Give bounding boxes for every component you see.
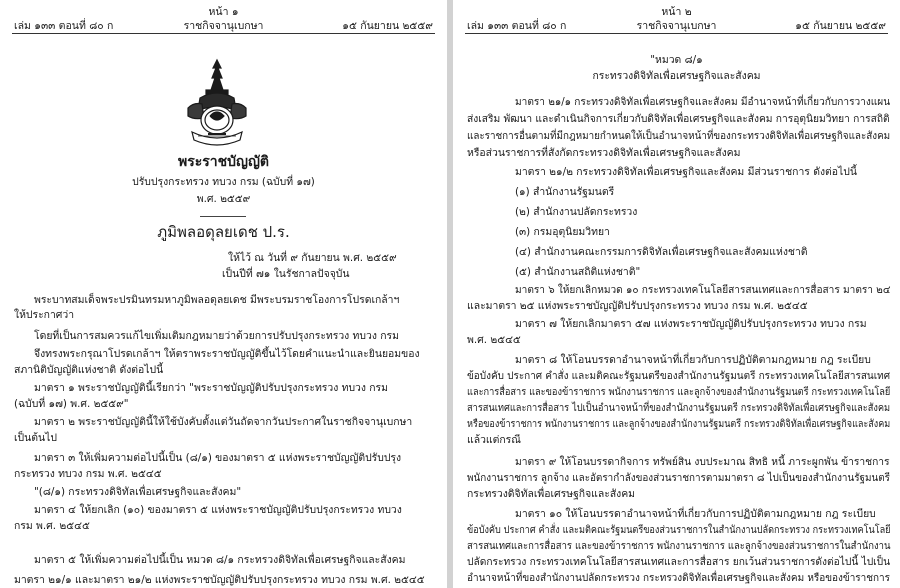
body-line: แล้วแต่กรณี (467, 434, 521, 446)
issue-number: เล่ม ๑๓๓ ตอนที่ ๘๐ ก (467, 20, 567, 32)
page-number: หน้า ๑ (208, 6, 239, 18)
body-line: กระทรวงดิจิทัลเพื่อเศรษฐกิจและสังคม (467, 488, 636, 500)
body-line: มาตรา ๒๑/๑ กระทรวงดิจิทัลเพื่อเศรษฐกิจและสังคม มีอำนาจหน้าที่เกี่ยวกับการวางแผน (515, 96, 891, 108)
chapter-heading: "หมวด ๘/๑ (650, 54, 703, 66)
act-subtitle: ปรับปรุงกระทรวง ทบวง กรม (ฉบับที่ ๑๗) (132, 176, 315, 188)
header-rule (12, 33, 435, 34)
gazette-name: ราชกิจจานุเบกษา (183, 20, 264, 32)
body-line: ข้อบังคับ ประกาศ คำสั่ง และมติคณะรัฐมนตรีของสำนักงานรัฐมนตรี กระทรวงเทคโนโลยีสารสนเทศ (467, 370, 891, 382)
body-line: หรือของข้าราชการ พนักงานราชการ และลูกจ้างของสำนักงานรัฐมนตรี กระทรวงดิจิทัลเพื่อเศรษฐกิจและสังคม (467, 418, 891, 430)
body-line: สารสนเทศและการสื่อสาร ไปเป็นอำนาจหน้าที่ของสำนักงานรัฐมนตรี กระทรวงดิจิทัลเพื่อเศรษฐกิจและสังคม (467, 402, 891, 414)
body-line: พระบาทสมเด็จพระปรมินทรมหาภูมิพลอดุลยเดช มีพระบรมราชโองการโปรดเกล้าฯ (34, 294, 400, 306)
header-rule (465, 33, 888, 34)
gazette-name: ราชกิจจานุเบกษา (636, 20, 717, 32)
body-line: (๔) สำนักงานคณะกรรมการดิจิทัลเพื่อเศรษฐกิจและสังคมแห่งชาติ (515, 246, 808, 258)
body-line: มาตรา ๔ ให้ยกเลิก (๑๐) ของมาตรา ๕ แห่งพระราชบัญญัติปรับปรุงกระทรวง ทบวง (34, 504, 402, 516)
body-line: มาตรา ๑ พระราชบัญญัตินี้เรียกว่า "พระราชบัญญัติปรับปรุงกระทรวง ทบวง กรม (34, 382, 388, 394)
body-line: มาตรา ๒๑/๒ กระทรวงดิจิทัลเพื่อเศรษฐกิจและสังคม มีส่วนราชการ ดังต่อไปนี้ (515, 166, 857, 178)
page-header (453, 17, 900, 31)
body-line: ส่งเสริม พัฒนา และดำเนินกิจการเกี่ยวกับดิจิทัลเพื่อเศรษฐกิจและสังคม การอุตุนิยมวิทยา การสถิติ (467, 113, 890, 125)
body-line: พนักงานราชการ ลูกจ้าง และอัตรากำลังของส่วนราชการตามมาตรา ๘ ไปเป็นของสำนักงานรัฐมนตรี (467, 472, 890, 484)
body-line: มาตรา ๖ ให้ยกเลิกหมวด ๑๐ กระทรวงเทคโนโลยีสารสนเทศและการสื่อสาร มาตรา ๒๔ (515, 284, 891, 296)
chapter-title: กระทรวงดิจิทัลเพื่อเศรษฐกิจและสังคม (592, 70, 761, 82)
body-line: (๕) สำนักงานสถิติแห่งชาติ" (515, 266, 641, 278)
page-number: หน้า ๒ (661, 6, 692, 18)
body-line: อำนาจหน้าที่ของสำนักงานปลัดกระทรวง กระทรวงดิจิทัลเพื่อเศรษฐกิจและสังคม หรือของข้าราชการ (467, 572, 891, 584)
act-title: พระราชบัญญัติ (178, 154, 269, 170)
body-line: มาตรา ๒๑/๑ และมาตรา ๒๑/๒ แห่งพระราชบัญญัติปรับปรุงกระทรวง ทบวง กรม พ.ศ. ๒๕๔๕ (14, 574, 425, 586)
gazette-page-1 (0, 0, 447, 588)
body-line: หรือส่วนราชการที่สังกัดกระทรวงดิจิทัลเพื่อเศรษฐกิจและสังคม (467, 147, 741, 159)
king-name: ภูมิพลอดุลยเดช ป.ร. (157, 223, 290, 241)
body-line: ปลัดกระทรวง กระทรวงเทคโนโลยีสารสนเทศและการสื่อสาร ยกเว้นส่วนราชการดังต่อไปนี้ ไปเป็น (467, 556, 891, 568)
body-line: มาตรา ๘ ให้โอนบรรดาอำนาจหน้าที่เกี่ยวกับการปฏิบัติตามกฎหมาย กฎ ระเบียบ (515, 354, 871, 366)
given-date: ให้ไว้ ณ วันที่ ๙ กันยายน พ.ศ. ๒๕๕๙ (228, 252, 397, 264)
divider (200, 216, 246, 217)
body-line: มาตรา ๒ พระราชบัญญัตินี้ให้ใช้บังคับตั้งแต่วันถัดจากวันประกาศในราชกิจจานุเบกษา (34, 416, 413, 428)
body-line: สภานิติบัญญัติแห่งชาติ ดังต่อไปนี้ (14, 364, 164, 376)
body-line: กรม พ.ศ. ๒๕๔๕ (14, 520, 90, 532)
garuda-seal-icon (182, 58, 252, 150)
body-line: มาตรา ๕ ให้เพิ่มความต่อไปนี้เป็น หมวด ๘/๑ กระทรวงดิจิทัลเพื่อเศรษฐกิจและสังคม (34, 554, 406, 566)
body-line: พ.ศ. ๒๕๔๕ (467, 334, 521, 346)
body-line: โดยที่เป็นการสมควรแก้ไขเพิ่มเติมกฎหมายว่าด้วยการปรับปรุงกระทรวง ทบวง กรม (34, 330, 399, 342)
body-line: ให้ประกาศว่า (14, 309, 75, 321)
body-line: และการสื่อสาร และของข้าราชการ พนักงานราชการ และลูกจ้างของสำนักงานรัฐมนตรี กระทรวงเทคโนโลยี (467, 386, 891, 398)
body-line: มาตรา ๗ ให้ยกเลิกมาตรา ๕๗ แห่งพระราชบัญญัติปรับปรุงกระทรวง ทบวง กรม (515, 318, 867, 330)
body-line: มาตรา ๙ ให้โอนบรรดากิจการ ทรัพย์สิน งบประมาณ สิทธิ หนี้ ภาระผูกพัน ข้าราชการ (515, 456, 890, 468)
body-line: เป็นต้นไป (14, 432, 57, 444)
reign-year: เป็นปีที่ ๗๑ ในรัชกาลปัจจุบัน (222, 268, 350, 280)
issue-number: เล่ม ๑๓๓ ตอนที่ ๘๐ ก (14, 20, 114, 32)
body-line: กระทรวง ทบวง กรม พ.ศ. ๒๕๔๕ (14, 468, 162, 480)
gazette-page-2 (453, 0, 900, 588)
body-line: จึงทรงพระกรุณาโปรดเกล้าฯ ให้ตราพระราชบัญญัติขึ้นไว้โดยคำแนะนำและยินยอมของ (34, 348, 420, 360)
body-line: (๓) กรมอุตุนิยมวิทยา (515, 226, 610, 238)
body-line: มาตรา ๑๐ ให้โอนบรรดาอำนาจหน้าที่เกี่ยวกับการปฏิบัติตามกฎหมาย กฎ ระเบียบ (515, 508, 876, 520)
body-line: "(๘/๑) กระทรวงดิจิทัลเพื่อเศรษฐกิจและสังคม" (34, 486, 242, 498)
body-line: (ฉบับที่ ๑๗) พ.ศ. ๒๕๕๙" (14, 398, 129, 410)
publish-date: ๑๕ กันยายน ๒๕๕๙ (342, 20, 433, 32)
body-line: (๒) สำนักงานปลัดกระทรวง (515, 206, 638, 218)
page-header (0, 17, 447, 31)
act-year: พ.ศ. ๒๕๕๙ (196, 193, 251, 205)
body-line: และมาตรา ๒๕ แห่งพระราชบัญญัติปรับปรุงกระทรวง ทบวง กรม พ.ศ. ๒๕๔๕ (467, 300, 808, 312)
body-line: (๑) สำนักงานรัฐมนตรี (515, 186, 615, 198)
publish-date: ๑๕ กันยายน ๒๕๕๙ (795, 20, 886, 32)
body-line: ข้อบังคับ ประกาศ คำสั่ง และมติคณะรัฐมนตรีของส่วนราชการในสำนักงานปลัดกระทรวง กระทรวงเทคโนโลยี (467, 524, 891, 536)
body-line: และราชการอื่นตามที่มีกฎหมายกำหนดให้เป็นอำนาจหน้าที่ของกระทรวงดิจิทัลเพื่อเศรษฐกิจและสังคม (467, 130, 891, 142)
body-line: สารสนเทศและการสื่อสาร และของข้าราชการ พนักงานราชการ และลูกจ้างของส่วนราชการในสำนักงาน (467, 540, 891, 552)
body-line: มาตรา ๓ ให้เพิ่มความต่อไปนี้เป็น (๘/๑) ของมาตรา ๕ แห่งพระราชบัญญัติปรับปรุง (34, 452, 402, 464)
